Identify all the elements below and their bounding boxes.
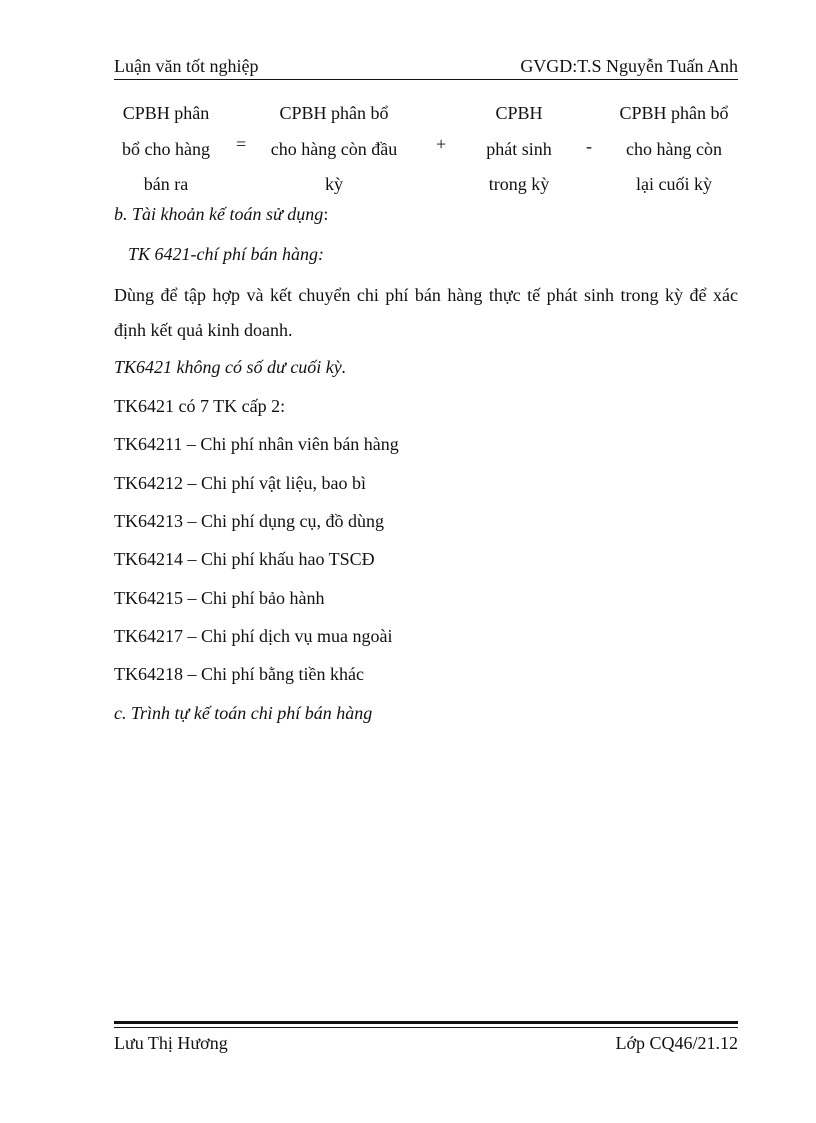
paragraph-line: Dùng để tập hợp và kết chuyển chi phí bán hàng thực tế phát sinh trong kỳ để xác — [114, 285, 738, 305]
list-item: TK64215 – Chi phí bảo hành — [114, 588, 325, 608]
no-balance-note: TK6421 không có số dư cuối kỳ. — [114, 357, 347, 377]
list-item: TK64211 – Chi phí nhân viên bán hàng — [114, 434, 399, 454]
footer-rule-thin — [114, 1027, 738, 1028]
formula-term-line: CPBH phân bổ — [279, 103, 389, 123]
list-item: TK64218 – Chi phí bằng tiền khác — [114, 664, 364, 684]
formula-term-line: cho hàng còn — [626, 138, 722, 159]
header-rule — [114, 79, 738, 80]
formula-term-line: kỳ — [325, 174, 343, 194]
formula-equals: = — [236, 134, 247, 154]
footer-author: Lưu Thị Hương — [114, 1033, 228, 1053]
page-footer — [114, 1033, 738, 1057]
formula-term-line: phát sinh — [486, 138, 552, 159]
formula-term-opening — [264, 96, 404, 203]
page-header — [114, 56, 738, 80]
tk6421-title: TK 6421-chí phí bán hàng: — [128, 244, 324, 264]
footer-rule-thick — [114, 1021, 738, 1024]
formula-term-line: bán ra — [143, 174, 189, 194]
heading-b-colon: : — [323, 204, 329, 224]
formula-term-line: CPBH phân bổ — [619, 103, 729, 123]
list-item: TK64214 – Chi phí khấu hao TSCĐ — [114, 549, 375, 569]
header-supervisor: GVGD:T.S Nguyễn Tuấn Anh — [520, 56, 738, 76]
sub-account-count: TK6421 có 7 TK cấp 2: — [114, 396, 286, 416]
formula-term-incurred — [474, 96, 564, 203]
formula-term-line: bổ cho hàng — [122, 138, 210, 159]
heading-b-text: b. Tài khoản kế toán sử dụng — [114, 204, 324, 224]
footer-class: Lớp CQ46/21.12 — [615, 1033, 738, 1053]
formula-term-line: CPBH — [495, 103, 543, 123]
formula-term-allocated-sold — [114, 96, 218, 203]
list-item: TK64212 – Chi phí vật liệu, bao bì — [114, 473, 366, 493]
formula-term-line: lại cuối kỳ — [636, 174, 712, 194]
formula-minus: - — [586, 136, 592, 156]
heading-c: c. Trình tự kế toán chi phí bán hàng — [114, 703, 373, 723]
list-item: TK64217 – Chi phí dịch vụ mua ngoài — [114, 626, 393, 646]
header-thesis-title: Luận văn tốt nghiệp — [114, 56, 259, 76]
paragraph-line: định kết quả kinh doanh. — [114, 320, 293, 340]
formula-term-line: CPBH phân — [122, 103, 210, 123]
formula-term-line: cho hàng còn đầu — [270, 138, 398, 159]
formula-plus: + — [436, 134, 447, 154]
formula-term-closing — [610, 96, 738, 203]
heading-b — [114, 204, 328, 225]
cost-allocation-formula — [114, 96, 738, 196]
list-item: TK64213 – Chi phí dụng cụ, đồ dùng — [114, 511, 384, 531]
formula-term-line: trong kỳ — [488, 174, 550, 194]
